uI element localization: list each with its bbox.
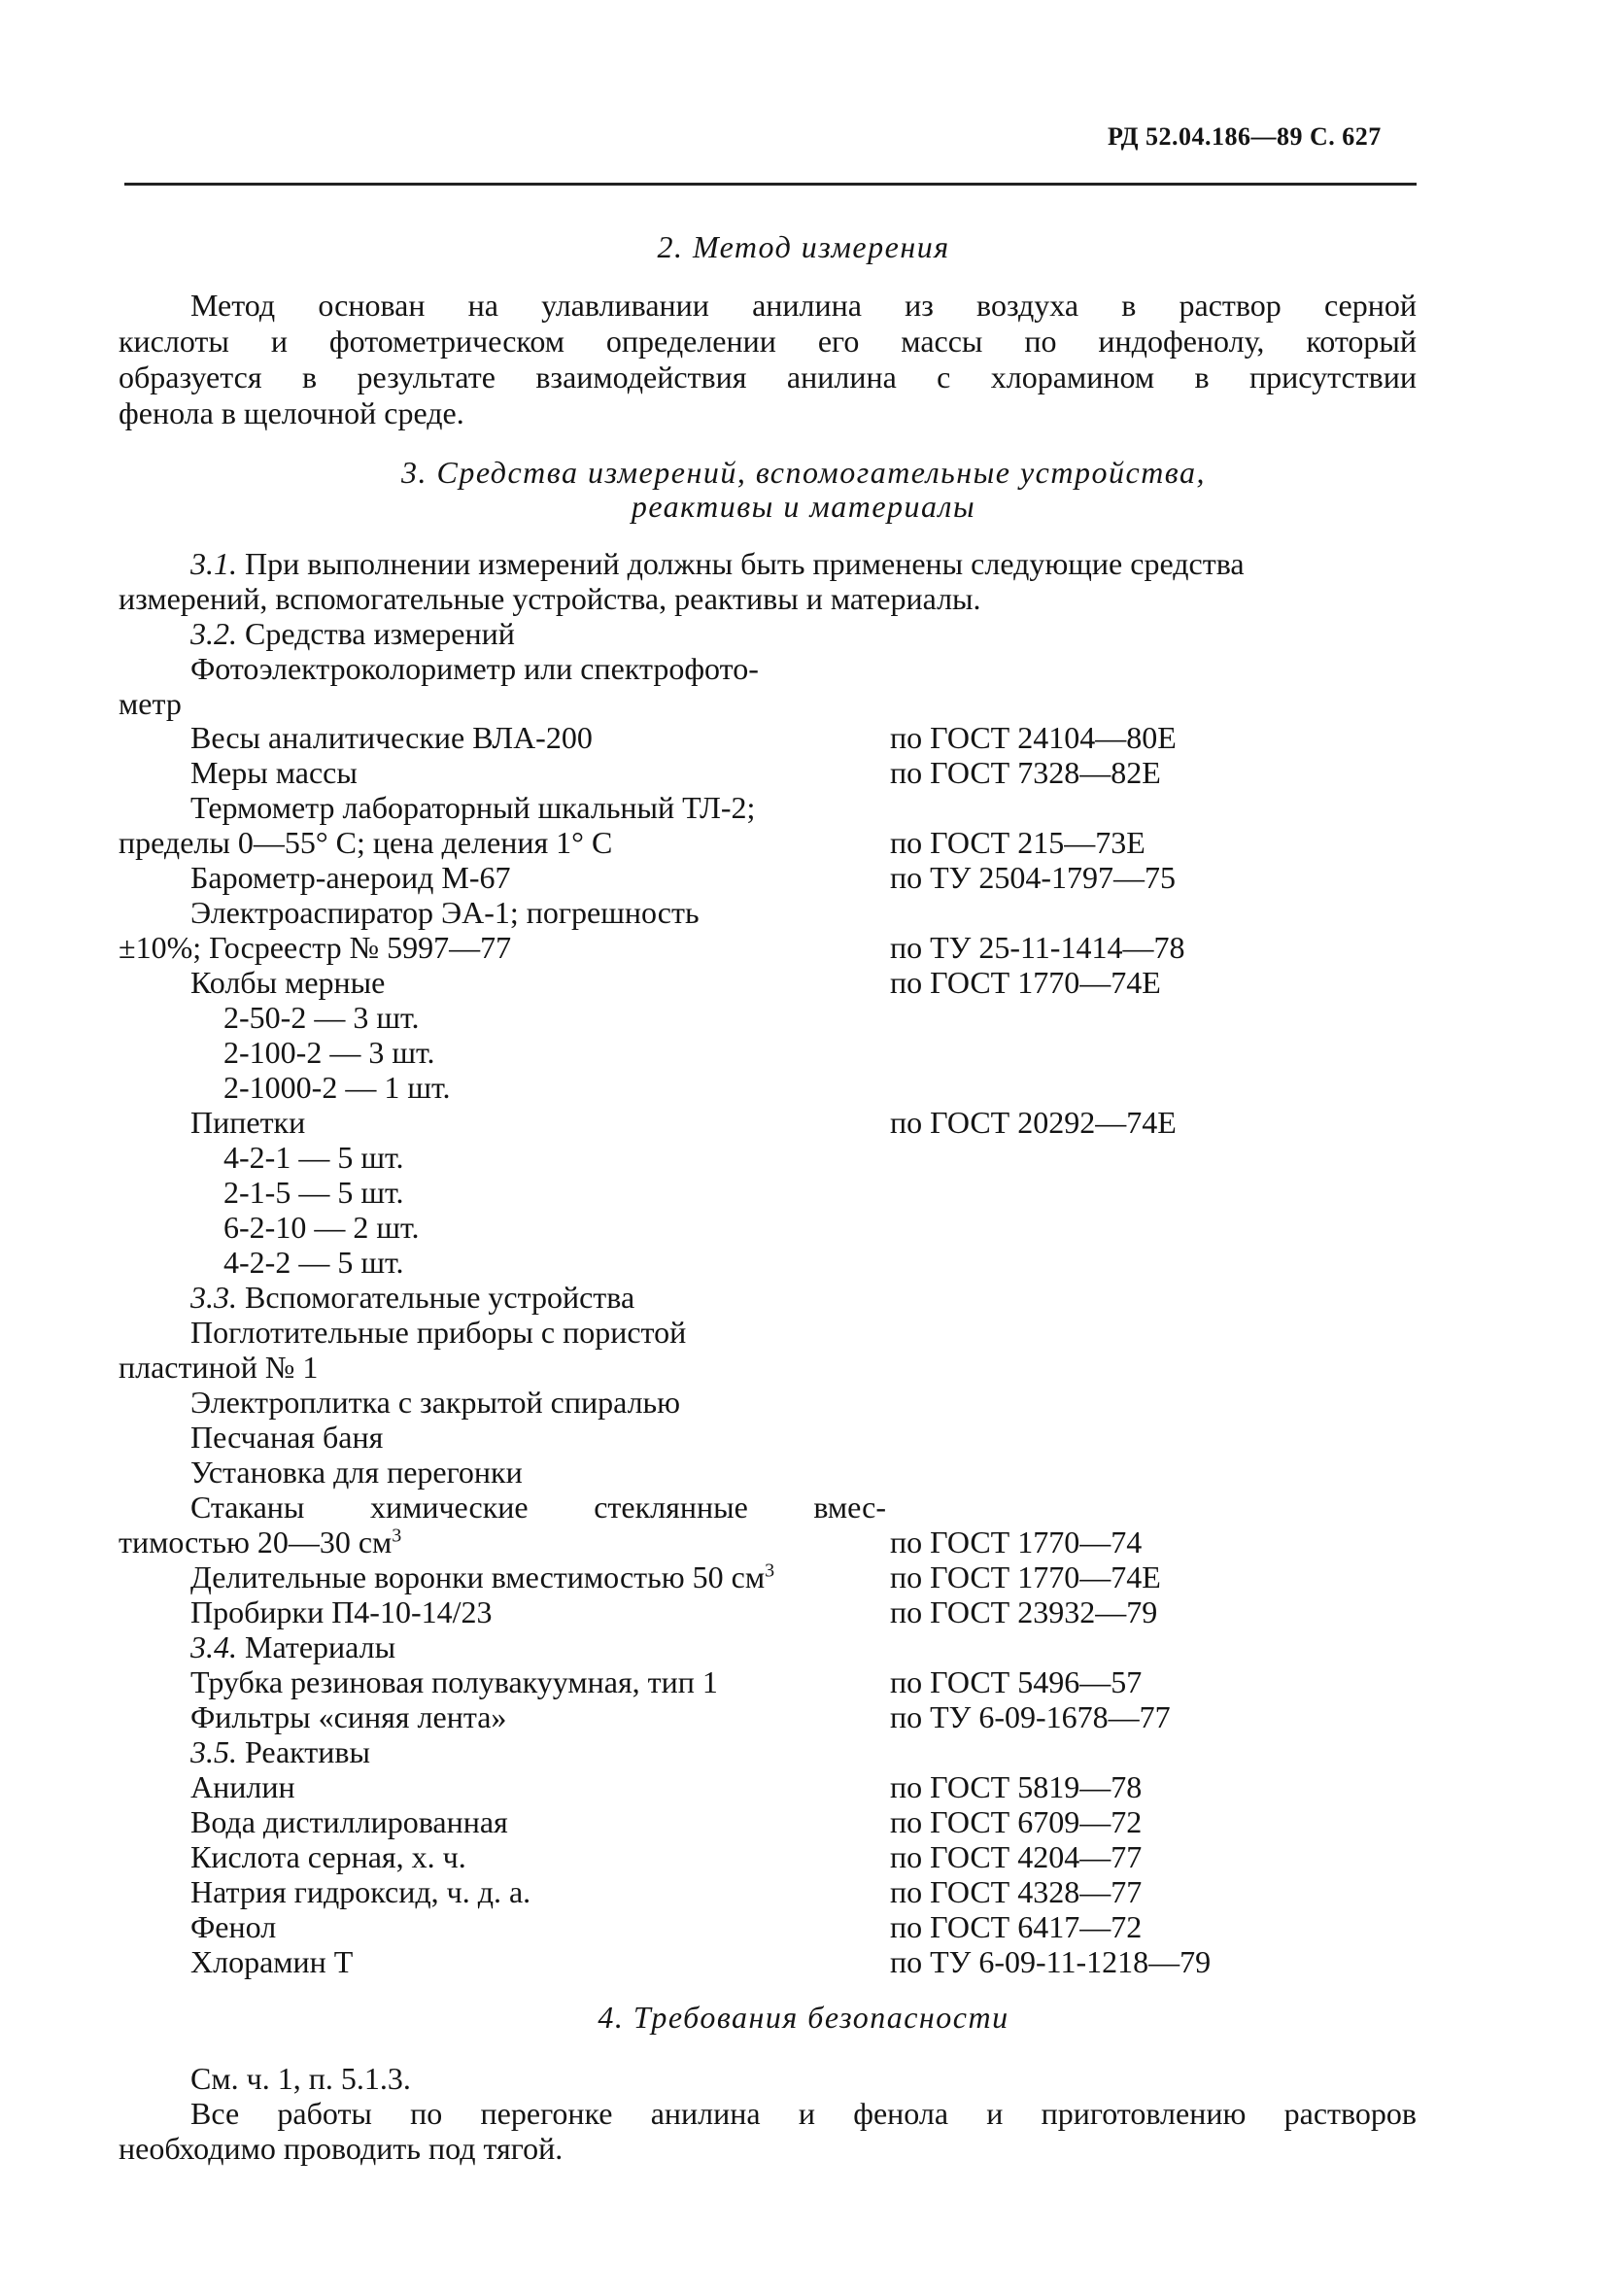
item-standard: по ГОСТ 24104—80Е <box>890 720 1177 755</box>
item-scales: Весы аналитические ВЛА-200 <box>190 720 593 755</box>
clause-label: Материалы <box>245 1629 396 1664</box>
section-2-line: образуется в результате взаимодействия анилина с хлорамином в присутствии <box>119 360 1417 394</box>
clause-label: Реактивы <box>245 1734 371 1769</box>
reagent-standard: по ГОСТ 6417—72 <box>890 1909 1143 1944</box>
section-2-title: 2. Метод измерения <box>657 229 950 264</box>
section-2-line: Метод основан на улавливании анилина из воздуха в раствор серной <box>190 288 1417 323</box>
clause-text: При выполнении измерений должны быть применены следующие средства <box>245 546 1245 581</box>
item-test-tubes: Пробирки П4-10-14/23 <box>190 1594 493 1629</box>
item-standard: по ГОСТ 20292—74Е <box>890 1105 1177 1140</box>
clause-3-5 <box>190 1734 370 1770</box>
item-absorbers-cont: пластиной № 1 <box>119 1350 319 1385</box>
reagent-standard: по ГОСТ 4204—77 <box>890 1839 1143 1874</box>
item-standard: по ГОСТ 5496—57 <box>890 1664 1143 1699</box>
sub-item: 2-1000-2 — 1 шт. <box>223 1070 451 1105</box>
item-pipettes: Пипетки <box>190 1105 306 1140</box>
item-standard: по ТУ 2504-1797—75 <box>890 860 1176 895</box>
item-thermometer-cont: пределы 0—55° С; цена деления 1° С <box>119 825 613 860</box>
clause-number: 3.5. <box>190 1734 237 1769</box>
item-barometer: Барометр-анероид М-67 <box>190 860 511 895</box>
superscript: 3 <box>765 1559 775 1582</box>
paragraph-3-1-cont: измерений, вспомогательные устройства, реактивы и материалы. <box>119 581 981 616</box>
item-standard: по ТУ 6-09-1678—77 <box>890 1699 1171 1734</box>
clause-3-3 <box>190 1280 634 1316</box>
reagent-name: Анилин <box>190 1769 295 1804</box>
item-standard: по ГОСТ 215—73Е <box>890 825 1145 860</box>
item-standard: по ГОСТ 1770—74 <box>890 1525 1143 1559</box>
sub-item: 6-2-10 — 2 шт. <box>223 1210 420 1245</box>
item-stove: Электроплитка с закрытой спиралью <box>190 1385 681 1420</box>
item-photometer: Фотоэлектроколориметр или спектрофото- <box>190 651 759 686</box>
reagent-name: Натрия гидроксид, ч. д. а. <box>190 1874 531 1909</box>
item-flasks: Колбы мерные <box>190 965 386 1000</box>
item-standard: по ГОСТ 23932—79 <box>890 1594 1158 1629</box>
item-aspirator-cont: ±10%; Госреестр № 5997—77 <box>119 930 512 965</box>
item-thermometer: Термометр лабораторный шкальный ТЛ-2; <box>190 790 756 825</box>
section-2-line: кислоты и фотометрическом определении его массы по индофенолу, который <box>119 324 1417 359</box>
clause-3-2 <box>190 616 515 652</box>
section-4-title: 4. Требования безопасности <box>598 2000 1009 2035</box>
item-standard: по ГОСТ 1770—74Е <box>890 1559 1161 1594</box>
section-2-line: фенола в щелочной среде. <box>119 395 464 430</box>
clause-number: 3.4. <box>190 1629 237 1664</box>
clause-3-4 <box>190 1629 395 1665</box>
item-funnels-text: Делительные воронки вместимостью 50 см <box>190 1559 766 1594</box>
clause-label: Вспомогательные устройства <box>245 1280 635 1315</box>
item-distillation: Установка для перегонки <box>190 1455 523 1490</box>
clause-label: Средства измерений <box>245 616 515 651</box>
reagent-standard: по ГОСТ 4328—77 <box>890 1874 1143 1909</box>
paragraph-3-1 <box>190 546 1417 582</box>
section-4-line: необходимо проводить под тягой. <box>119 2131 564 2166</box>
reagent-name: Кислота серная, х. ч. <box>190 1839 466 1874</box>
item-photometer-cont: метр <box>119 686 182 721</box>
clause-number: 3.2. <box>190 616 237 651</box>
item-aspirator: Электроаспиратор ЭА-1; погрешность <box>190 895 700 930</box>
reagent-standard: по ГОСТ 5819—78 <box>890 1769 1143 1804</box>
item-absorbers: Поглотительные приборы с пористой <box>190 1315 687 1350</box>
section-3-subtitle: реактивы и материалы <box>631 489 976 524</box>
section-3-title: 3. Средства измерений, вспомогательные устройства, <box>401 455 1206 490</box>
reagent-name: Вода дистиллированная <box>190 1804 508 1839</box>
sub-item: 2-1-5 — 5 шт. <box>223 1175 404 1210</box>
item-funnels <box>190 1559 774 1595</box>
superscript: 3 <box>392 1525 402 1547</box>
item-hose: Трубка резиновая полувакуумная, тип 1 <box>190 1664 718 1699</box>
reagent-name: Фенол <box>190 1909 277 1944</box>
reagent-standard: по ГОСТ 6709—72 <box>890 1804 1143 1839</box>
reagent-name: Хлорамин Т <box>190 1944 354 1979</box>
sub-item: 2-100-2 — 3 шт. <box>223 1035 435 1070</box>
item-beakers: Стаканы химические стеклянные вмес- <box>190 1490 886 1525</box>
header-rule <box>124 183 1417 186</box>
clause-number: 3.3. <box>190 1280 237 1315</box>
item-weights: Меры массы <box>190 755 358 790</box>
item-beakers-cont <box>119 1525 401 1560</box>
sub-item: 4-2-2 — 5 шт. <box>223 1245 404 1280</box>
sub-item: 4-2-1 — 5 шт. <box>223 1140 404 1175</box>
sub-item: 2-50-2 — 3 шт. <box>223 1000 420 1035</box>
item-sand-bath: Песчаная баня <box>190 1420 384 1455</box>
item-standard: по ГОСТ 1770—74Е <box>890 965 1161 1000</box>
item-beakers-text: тимостью 20—30 см <box>119 1525 393 1559</box>
page-header: РД 52.04.186—89 С. 627 <box>1108 122 1382 151</box>
reagent-standard: по ТУ 6-09-11-1218—79 <box>890 1944 1212 1979</box>
item-standard: по ТУ 25-11-1414—78 <box>890 930 1185 965</box>
clause-number: 3.1. <box>190 546 237 581</box>
section-4-reference: См. ч. 1, п. 5.1.3. <box>190 2061 411 2096</box>
section-4-line: Все работы по перегонке анилина и фенола и приготовлению растворов <box>190 2096 1417 2131</box>
item-standard: по ГОСТ 7328—82Е <box>890 755 1161 790</box>
item-filters: Фильтры «синяя лента» <box>190 1699 507 1734</box>
